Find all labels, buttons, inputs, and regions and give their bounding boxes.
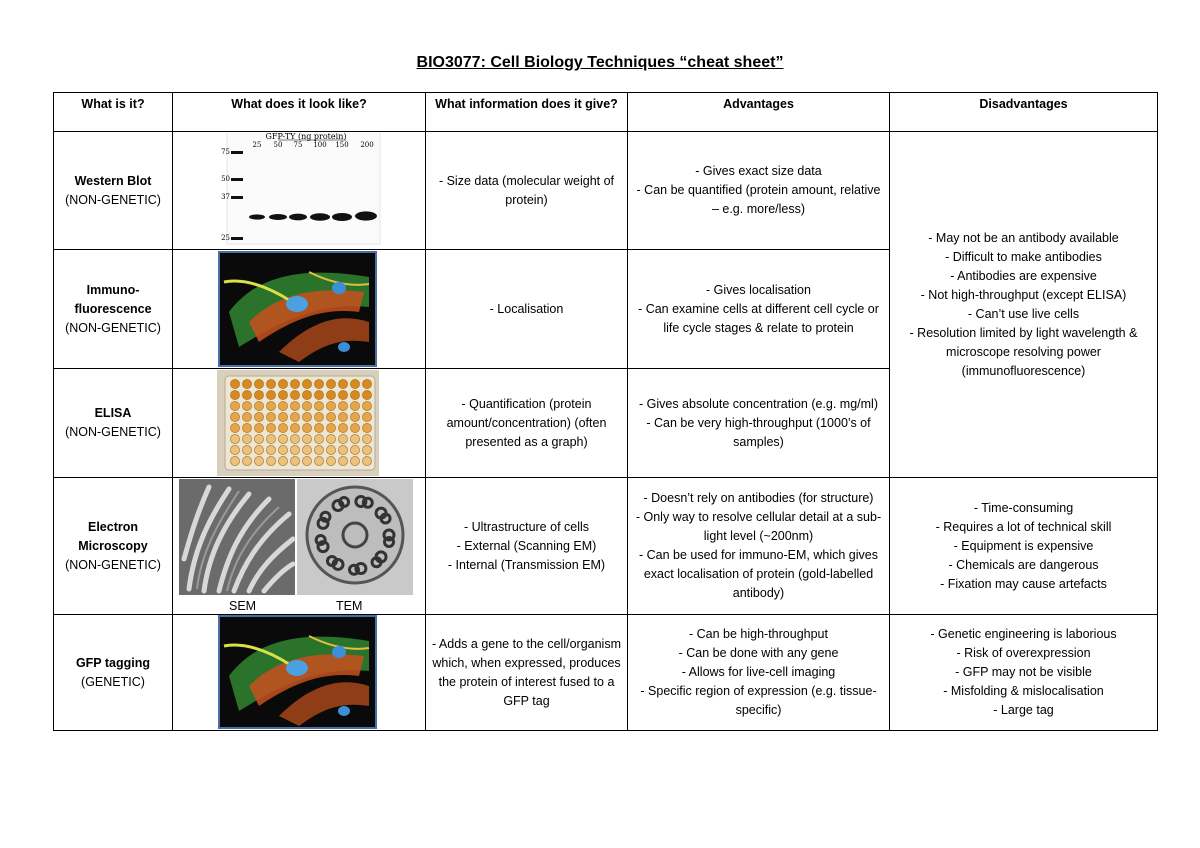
elisa-well bbox=[278, 390, 287, 399]
lane-label: 75 bbox=[293, 141, 303, 149]
header-row bbox=[54, 93, 1158, 132]
advantage-line: - Can be used for immuno-EM, which gives exact localisation of protein (gold-labelled antibody) bbox=[639, 548, 878, 600]
elisa-well bbox=[362, 445, 371, 454]
elisa-well bbox=[266, 456, 275, 465]
elisa-well bbox=[350, 434, 359, 443]
info-cell bbox=[426, 615, 628, 731]
elisa-well bbox=[230, 456, 239, 465]
advantage-line: - Can be high-throughput bbox=[689, 627, 828, 641]
header-info: What information does it give? bbox=[426, 93, 628, 132]
info-line: - Size data (molecular weight of protein) bbox=[438, 173, 615, 207]
elisa-well bbox=[242, 456, 251, 465]
disadvantage-line: - Equipment is expensive bbox=[953, 538, 1094, 553]
elisa-well bbox=[230, 379, 239, 388]
advantage-line: - Allows for live-cell imaging bbox=[681, 665, 836, 679]
elisa-well bbox=[230, 445, 239, 454]
table-row bbox=[54, 132, 1158, 250]
image-cell bbox=[173, 615, 426, 731]
elisa-well bbox=[314, 390, 323, 399]
elisa-well bbox=[230, 412, 239, 421]
blot-header: GFP-TY (ng protein) bbox=[265, 132, 347, 141]
advantage-line: - Gives localisation bbox=[706, 282, 811, 297]
advantage-line: - Gives exact size data bbox=[695, 164, 822, 178]
elisa-well bbox=[254, 412, 263, 421]
shared-disadvantages-cell bbox=[890, 132, 1158, 478]
technique-cell bbox=[54, 250, 173, 369]
elisa-well bbox=[254, 434, 263, 443]
elisa-well bbox=[242, 423, 251, 432]
elisa-well bbox=[314, 423, 323, 432]
elisa-well bbox=[266, 401, 275, 410]
elisa-well bbox=[290, 412, 299, 421]
elisa-well bbox=[338, 423, 347, 432]
advantages-cell bbox=[628, 615, 890, 731]
elisa-well bbox=[302, 401, 311, 410]
disadvantage-line: - Genetic engineering is laborious bbox=[930, 627, 1117, 641]
elisa-well bbox=[326, 423, 335, 432]
elisa-well bbox=[302, 390, 311, 399]
header-look: What does it look like? bbox=[173, 93, 426, 132]
elisa-well bbox=[278, 379, 287, 388]
marker-label: 37 bbox=[221, 193, 230, 201]
elisa-well bbox=[278, 456, 287, 465]
advantages-cell bbox=[628, 478, 890, 615]
elisa-well bbox=[338, 456, 347, 465]
elisa-well bbox=[338, 379, 347, 388]
advantage-line: - Can be done with any gene bbox=[678, 646, 839, 660]
technique-category: (NON-GENETIC) bbox=[65, 557, 161, 572]
elisa-well bbox=[266, 379, 275, 388]
elisa-well bbox=[254, 423, 263, 432]
elisa-well bbox=[338, 434, 347, 443]
elisa-well bbox=[350, 412, 359, 421]
elisa-well bbox=[278, 412, 287, 421]
immunofluorescence-image bbox=[219, 252, 376, 366]
elisa-well bbox=[326, 434, 335, 443]
elisa-well bbox=[254, 456, 263, 465]
advantages-cell bbox=[628, 250, 890, 369]
marker-label: 75 bbox=[221, 148, 230, 156]
advantage-line: - Can be very high-throughput (1000’s of samples) bbox=[646, 415, 871, 449]
info-line: - Localisation bbox=[489, 301, 564, 316]
disadvantage-line: - Large tag bbox=[993, 703, 1054, 717]
elisa-well bbox=[278, 434, 287, 443]
elisa-well bbox=[290, 401, 299, 410]
technique-name: GFP tagging bbox=[75, 655, 151, 670]
header-what: What is it? bbox=[54, 93, 173, 132]
elisa-well bbox=[338, 401, 347, 410]
technique-cell bbox=[54, 615, 173, 731]
elisa-well bbox=[362, 434, 371, 443]
table-row bbox=[54, 478, 1158, 615]
marker-label: 25 bbox=[221, 234, 230, 242]
elisa-well bbox=[266, 412, 275, 421]
elisa-well bbox=[338, 390, 347, 399]
elisa-well bbox=[266, 423, 275, 432]
elisa-well bbox=[290, 445, 299, 454]
technique-cell bbox=[54, 369, 173, 478]
elisa-well bbox=[338, 412, 347, 421]
info-cell bbox=[426, 369, 628, 478]
elisa-well bbox=[326, 445, 335, 454]
technique-category: (GENETIC) bbox=[81, 674, 145, 689]
elisa-well bbox=[242, 434, 251, 443]
technique-cell bbox=[54, 132, 173, 250]
sem-image bbox=[179, 479, 295, 595]
elisa-well bbox=[242, 412, 251, 421]
elisa-well bbox=[290, 456, 299, 465]
disadvantage-line: - GFP may not be visible bbox=[955, 665, 1092, 679]
elisa-well bbox=[314, 412, 323, 421]
elisa-well bbox=[242, 390, 251, 399]
elisa-well bbox=[314, 434, 323, 443]
info-line: - Quantification (protein amount/concentration) (often presented as a graph) bbox=[446, 396, 607, 449]
elisa-well bbox=[230, 423, 239, 432]
disadvantage-line: - Resolution limited by light wavelength & microscope resolving power (immunofluorescence) bbox=[909, 325, 1138, 378]
elisa-well bbox=[302, 379, 311, 388]
elisa-well bbox=[242, 379, 251, 388]
elisa-well bbox=[254, 379, 263, 388]
technique-name: Western Blot bbox=[74, 173, 152, 188]
elisa-well bbox=[254, 390, 263, 399]
elisa-well bbox=[362, 379, 371, 388]
advantages-cell bbox=[628, 132, 890, 250]
elisa-plate-image bbox=[217, 370, 379, 476]
advantage-line: - Specific region of expression (e.g. tissue-specific) bbox=[640, 684, 877, 717]
disadvantage-line: - Misfolding & mislocalisation bbox=[943, 684, 1104, 698]
disadvantages-cell bbox=[890, 615, 1158, 731]
elisa-well bbox=[242, 445, 251, 454]
elisa-well bbox=[290, 423, 299, 432]
advantages-cell bbox=[628, 369, 890, 478]
elisa-well bbox=[290, 390, 299, 399]
lane-label: 25 bbox=[252, 141, 262, 149]
tem-label: TEM bbox=[336, 599, 363, 613]
elisa-well bbox=[302, 445, 311, 454]
disadvantage-line: - Difficult to make antibodies bbox=[945, 249, 1102, 264]
elisa-well bbox=[326, 412, 335, 421]
disadvantages-cell bbox=[890, 478, 1158, 615]
elisa-well bbox=[266, 434, 275, 443]
disadvantage-line: - Chemicals are dangerous bbox=[948, 557, 1099, 572]
advantage-line: - Gives absolute concentration (e.g. mg/ml) bbox=[639, 396, 878, 411]
techniques-table bbox=[53, 92, 1158, 731]
info-line: - Adds a gene to the cell/organism which, when expressed, produces the protein of interest fused to a GFP tag bbox=[431, 636, 621, 708]
disadvantage-line: - Can’t use live cells bbox=[967, 306, 1080, 321]
elisa-well bbox=[266, 390, 275, 399]
sem-label: SEM bbox=[229, 599, 257, 613]
lane-label: 100 bbox=[313, 141, 327, 149]
image-cell bbox=[173, 250, 426, 369]
elisa-well bbox=[350, 423, 359, 432]
advantage-line: - Can examine cells at different cell cycle or life cycle stages & relate to protein bbox=[638, 301, 879, 335]
disadvantage-line: - Risk of overexpression bbox=[956, 646, 1091, 660]
lane-label: 150 bbox=[335, 141, 349, 149]
elisa-well bbox=[290, 379, 299, 388]
technique-name: ELISA bbox=[94, 406, 132, 420]
technique-name: Immuno-fluorescence bbox=[74, 282, 152, 316]
elisa-well bbox=[266, 445, 275, 454]
marker-label: 50 bbox=[221, 175, 230, 183]
lane-label: 50 bbox=[273, 141, 283, 149]
elisa-well bbox=[350, 445, 359, 454]
elisa-well bbox=[290, 434, 299, 443]
lane-label: 200 bbox=[360, 141, 374, 149]
advantage-line: - Doesn’t rely on antibodies (for structure) bbox=[643, 491, 874, 505]
elisa-well bbox=[302, 434, 311, 443]
gfp-image bbox=[219, 616, 376, 728]
elisa-well bbox=[230, 434, 239, 443]
elisa-well bbox=[302, 456, 311, 465]
elisa-well bbox=[362, 390, 371, 399]
technique-cell bbox=[54, 478, 173, 615]
elisa-well bbox=[326, 379, 335, 388]
technique-category: (NON-GENETIC) bbox=[65, 320, 161, 335]
page-title: BIO3077: Cell Biology Techniques “cheat sheet” bbox=[416, 54, 784, 71]
elisa-well bbox=[314, 456, 323, 465]
elisa-well bbox=[278, 401, 287, 410]
elisa-well bbox=[362, 456, 371, 465]
technique-name: Electron Microscopy bbox=[78, 519, 148, 553]
elisa-well bbox=[314, 445, 323, 454]
disadvantage-line: - Not high-throughput (except ELISA) bbox=[920, 287, 1127, 302]
table-row bbox=[54, 615, 1158, 731]
disadvantage-line: - Fixation may cause artefacts bbox=[940, 576, 1107, 591]
elisa-well bbox=[302, 412, 311, 421]
elisa-well bbox=[326, 390, 335, 399]
tem-image bbox=[297, 479, 413, 595]
elisa-well bbox=[326, 401, 335, 410]
elisa-well bbox=[278, 423, 287, 432]
disadvantage-line: - Antibodies are expensive bbox=[950, 268, 1097, 283]
technique-category: (NON-GENETIC) bbox=[65, 425, 161, 439]
elisa-well bbox=[350, 379, 359, 388]
header-disadvantages: Disadvantages bbox=[890, 93, 1158, 132]
elisa-well bbox=[314, 379, 323, 388]
elisa-well bbox=[350, 456, 359, 465]
info-cell bbox=[426, 250, 628, 369]
elisa-well bbox=[350, 390, 359, 399]
header-advantages: Advantages bbox=[628, 93, 890, 132]
info-line: - Internal (Transmission EM) bbox=[447, 557, 606, 572]
elisa-well bbox=[362, 412, 371, 421]
image-cell bbox=[173, 478, 426, 615]
western-blot-image bbox=[221, 132, 381, 245]
elisa-well bbox=[362, 423, 371, 432]
disadvantage-line: - Time-consuming bbox=[973, 500, 1074, 515]
elisa-well bbox=[314, 401, 323, 410]
elisa-well bbox=[326, 456, 335, 465]
elisa-well bbox=[254, 445, 263, 454]
info-cell bbox=[426, 132, 628, 250]
info-line: - Ultrastructure of cells bbox=[463, 519, 590, 534]
elisa-well bbox=[278, 445, 287, 454]
elisa-well bbox=[254, 401, 263, 410]
disadvantage-line: - Requires a lot of technical skill bbox=[935, 519, 1112, 534]
elisa-well bbox=[338, 445, 347, 454]
elisa-well bbox=[350, 401, 359, 410]
elisa-well bbox=[302, 423, 311, 432]
technique-category: (NON-GENETIC) bbox=[65, 192, 161, 207]
image-cell bbox=[173, 369, 426, 478]
advantage-line: - Can be quantified (protein amount, relative – e.g. more/less) bbox=[636, 183, 881, 216]
disadvantage-line: - May not be an antibody available bbox=[928, 230, 1119, 245]
info-cell bbox=[426, 478, 628, 615]
advantage-line: - Only way to resolve cellular detail at a sub-light level (~200nm) bbox=[635, 510, 882, 543]
elisa-well bbox=[242, 401, 251, 410]
elisa-well bbox=[230, 401, 239, 410]
elisa-well bbox=[230, 390, 239, 399]
image-cell bbox=[173, 132, 426, 250]
info-line: - External (Scanning EM) bbox=[456, 538, 597, 553]
elisa-well bbox=[362, 401, 371, 410]
